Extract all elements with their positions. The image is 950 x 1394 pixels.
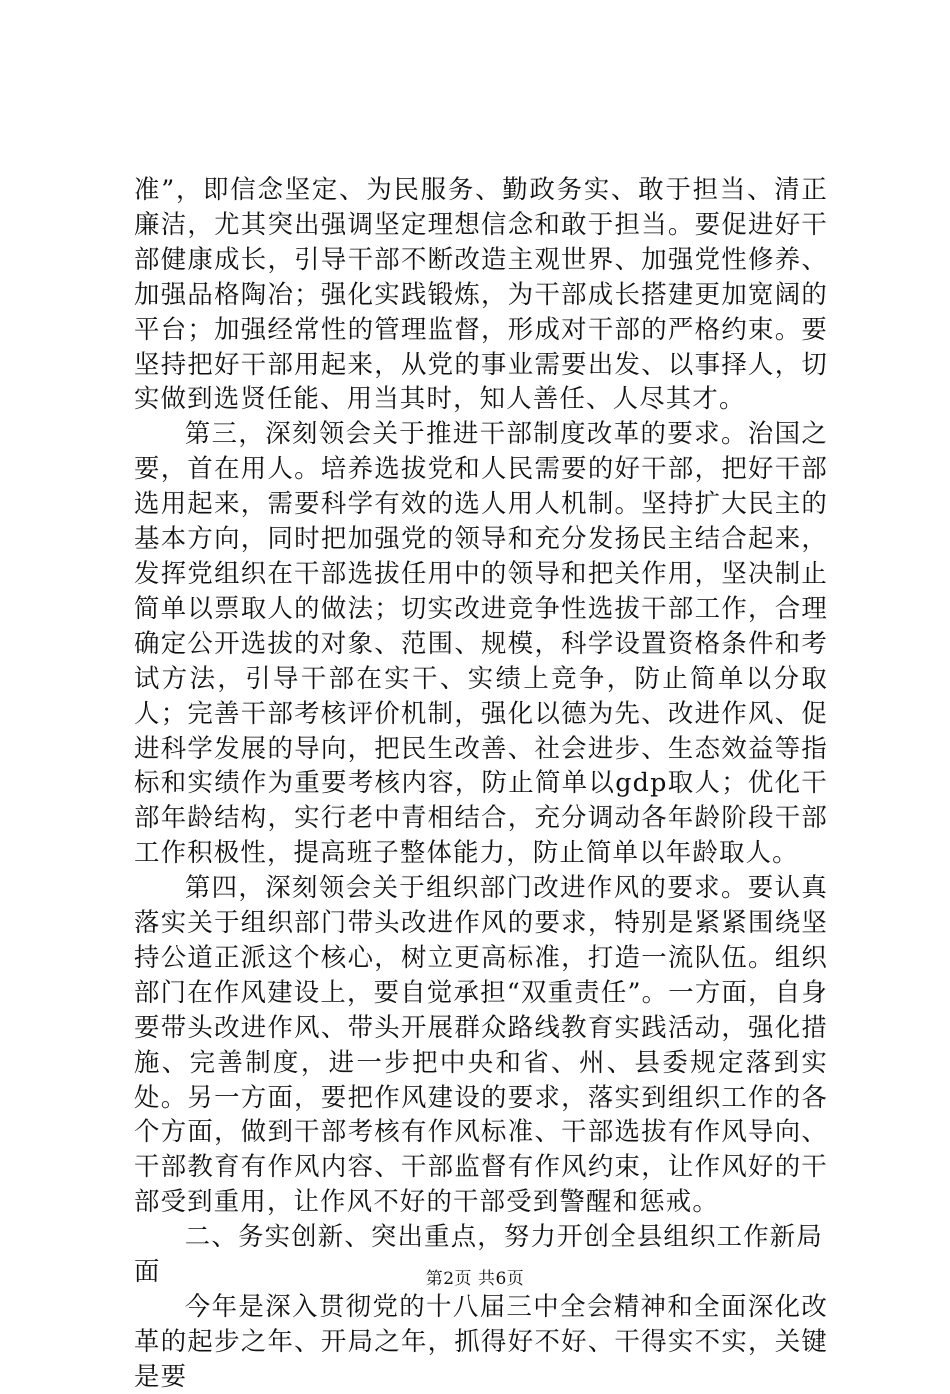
- section-heading: 二、务实创新、突出重点，努力开创全县组织工作新局面: [134, 1221, 823, 1287]
- paragraph-section-intro: 今年是深入贯彻党的十八届三中全会精神和全面深化改革的起步之年、开局之年，抓得好不好、干得实不实，关键是要: [134, 1291, 828, 1391]
- document-body: [134, 172, 828, 1394]
- paragraph-third-point: 第三，深刻领会关于推进干部制度改革的要求。治国之要，首在用人。培养选拔党和人民需要的好干部，把好干部选用起来，需要科学有效的选人用人机制。坚持扩大民主的基本方向，同时把加强党的领导和充分发扬民主结合起来，发挥党组织在干部选拔任用中的领导和把关作用，坚决制止简单以票取人的做法；切实改进竞争性选拔干部工作，合理确定公开选拔的对象、范围、规模，科学设置资格条件和考试方法，引导干部在实干、实绩上竞争，防止简单以分取人；完善干部考核评价机制，强化以德为先、改进作风、促进科学发展的导向，把民生改善、社会进步、生态效益等指标和实绩作为重要考核内容，防止简单以gdp取人；优化干部年龄结构，实行老中青相结合，充分调动各年龄阶段干部工作积极性，提高班子整体能力，防止简单以年龄取人。: [134, 418, 828, 868]
- paragraph-continuation: 准”，即信念坚定、为民服务、勤政务实、敢于担当、清正廉洁，尤其突出强调坚定理想信念和敢于担当。要促进好干部健康成长，引导干部不断改造主观世界、加强党性修养、加强品格陶冶；强化实践锻炼，为干部成长搭建更加宽阔的平台；加强经常性的管理监督，形成对干部的严格约束。要坚持把好干部用起来，从党的事业需要出发、以事择人，切实做到选贤任能、用当其时，知人善任、人尽其才。: [134, 174, 828, 414]
- paragraph-fourth-point: 第四，深刻领会关于组织部门改进作风的要求。要认真落实关于组织部门带头改进作风的要求，特别是紧紧围绕坚持公道正派这个核心，树立更高标准，打造一流队伍。组织部门在作风建设上，要自觉承担“双重责任”。一方面，自身要带头改进作风、带头开展群众路线教育实践活动，强化措施、完善制度，进一步把中央和省、州、县委规定落到实处。另一方面，要把作风建设的要求，落实到组织工作的各个方面，做到干部考核有作风标准、干部选拔有作风导向、干部教育有作风内容、干部监督有作风约束，让作风好的干部受到重用，让作风不好的干部受到警醒和惩戒。: [134, 872, 828, 1217]
- page-number-footer: 第2页 共6页: [425, 1269, 525, 1289]
